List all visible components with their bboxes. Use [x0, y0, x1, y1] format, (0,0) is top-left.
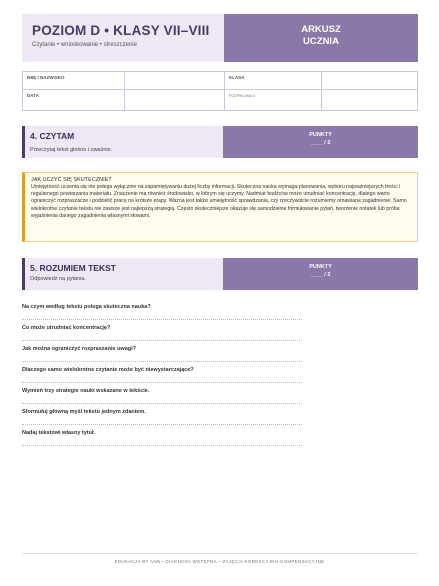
student-info-table [22, 71, 418, 111]
name-label: IMIĘ I NAZWISKO [23, 72, 125, 90]
question-5[interactable]: Wymień trzy strategie nauki wskazane w tekście. [22, 383, 302, 404]
page-subtitle: Czytanie • wnioskowanie • streszczenie [32, 42, 137, 48]
section-4-title: 4. CZYTAM [30, 131, 75, 141]
header-title-block [22, 14, 224, 62]
question-4[interactable]: Dlaczego samo wielokrotne czytanie może być niewystarczające? [22, 362, 302, 383]
section-5-title-block [22, 258, 223, 290]
section-4-header [22, 126, 418, 158]
question-6[interactable]: Sformułuj główną myśl tekstu jednym zdaniem. [22, 404, 302, 425]
question-2[interactable]: Co może utrudniać koncentrację? [22, 320, 302, 341]
extra-label-text: PODPIS/UWAGI [229, 94, 255, 98]
section-5-title: 5. ROZUMIEM TEKST [30, 263, 116, 273]
badge-line-1: ARKUSZ [301, 24, 341, 35]
worksheet-badge [224, 14, 418, 62]
question-1[interactable]: Na czym według tekstu polega skuteczna nauka? [22, 299, 302, 320]
date-field[interactable] [125, 90, 225, 111]
footer-divider [22, 553, 418, 554]
class-field[interactable] [322, 72, 418, 90]
page-title: POZIOM D • KLASY VII–VIII [32, 23, 210, 38]
worksheet-header [22, 14, 418, 62]
reading-body: Umiejętność uczenia się nie polega wyłącznie na zapamiętywaniu dużej liczby informacji. Skuteczna nauka wymaga planowania, wyboru najważniejszych treści i regularnego powtarzania materiału. Znaczenie ma również środowisko, w którym się uczymy. Nadmiar bodźców może utrudniać koncentrację, dlatego warto ograniczyć rozpraszacze i podzielić pracę na krótsze etapy. Ważna jest także umiejętność sprawdzania, czy rzeczywiście rozumiemy omawiane zagadnienie. Samo wielokrotne czytanie tekstu nie zawsze jest najlepszą strategią. Często skuteczniejsze okazuje się samodzielne formułowanie pytań, tworzenie notatek lub próba wyjaśnienia danego zagadnienia własnymi słowami. [31, 184, 407, 219]
date-label: DATA [23, 90, 125, 111]
badge-line-2: UCZNIA [303, 36, 339, 47]
page-footer: EDUKACJA BY ANN • DIAGNOZA WSTĘPNA – ZAJĘCIA KOREKCYJNO-KOMPENSACYJNE [114, 559, 325, 564]
question-3[interactable]: Jak można ograniczyć rozpraszanie uwagi? [22, 341, 302, 362]
reading-title: JAK UCZYĆ SIĘ SKUTECZNIE? [31, 177, 112, 183]
reading-text-box [22, 172, 418, 242]
section-4-points-value[interactable]: ____ / 2 [310, 140, 331, 146]
question-7[interactable]: Nadaj tekstowi własny tytuł. [22, 425, 302, 446]
section-5-points-value[interactable]: ____ / 2 [310, 272, 331, 278]
section-5-points [223, 258, 418, 290]
extra-label [225, 90, 322, 111]
section-4-instruction: Przeczytaj tekst głośno i uważnie. [30, 147, 113, 153]
class-label: KLASA [225, 72, 322, 90]
extra-field[interactable] [322, 90, 418, 111]
section-5-instruction: Odpowiedz na pytania. [30, 276, 86, 282]
section-4-title-block [22, 126, 223, 158]
section-4-points-label: PUNKTY [309, 132, 332, 138]
questions-list [22, 299, 302, 446]
section-4-points [223, 126, 418, 158]
section-5-header [22, 258, 418, 290]
name-field[interactable] [125, 72, 225, 90]
section-5-points-label: PUNKTY [309, 264, 332, 270]
